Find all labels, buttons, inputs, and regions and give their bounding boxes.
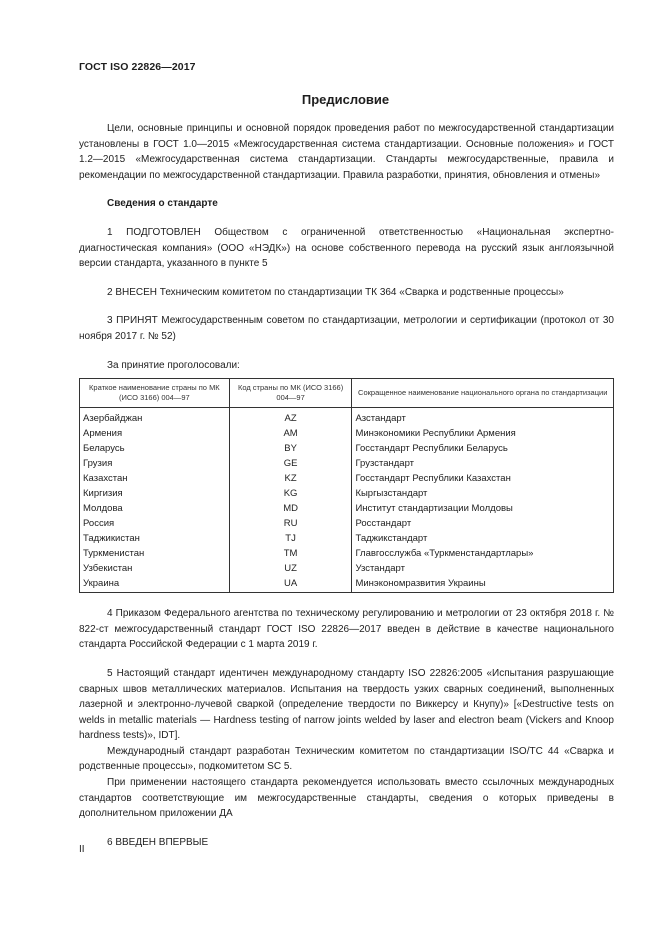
body-cell: Минэкономразвития Украины	[352, 576, 614, 593]
voted-label: За принятие проголосовали:	[107, 359, 240, 371]
country-cell: Узбекистан	[80, 561, 230, 576]
table-row	[80, 426, 614, 441]
header-code: Код страны по МК (ИСО 3166) 004—97	[229, 379, 352, 408]
table-row	[80, 576, 614, 593]
country-cell: Таджикистан	[80, 531, 230, 546]
code-cell: KG	[229, 486, 352, 501]
body-cell: Кыргызстандарт	[352, 486, 614, 501]
country-cell: Грузия	[80, 456, 230, 471]
table-row	[80, 516, 614, 531]
code-cell: KZ	[229, 471, 352, 486]
item-3: 3 ПРИНЯТ Межгосударственным советом по стандартизации, метрологии и сертификации (протокол от 30 ноября 2017 г. № 52)	[79, 315, 614, 342]
table-row	[80, 501, 614, 516]
body-cell: Таджикстандарт	[352, 531, 614, 546]
code-cell: AM	[229, 426, 352, 441]
code-cell: AZ	[229, 408, 352, 427]
table-row	[80, 408, 614, 427]
code-cell: GE	[229, 456, 352, 471]
table-header-row	[80, 379, 614, 408]
country-cell: Россия	[80, 516, 230, 531]
item-6: 6 ВВЕДЕН ВПЕРВЫЕ	[107, 836, 209, 848]
intro-paragraph: Цели, основные принципы и основной порядок проведения работ по межгосударственной стандартизации установлены в ГОСТ 1.0—2015 «Межгосударственная система стандартизации. Основные положения» и ГОСТ 1.2—2015 «Межгосударственная система стандартизации. Стандарты межгосударственные, правила и рекомендации по межгосударственной стандартизации. Правила разработки, принятия, обновления и отмены»	[79, 123, 614, 181]
code-cell: TJ	[229, 531, 352, 546]
item-5-paragraph-2: Международный стандарт разработан Техническим комитетом по стандартизации ISO/TC 44 «Сварка и родственные процессы», подкомитетом SC 5.	[79, 745, 614, 773]
code-cell: UZ	[229, 561, 352, 576]
table-row	[80, 561, 614, 576]
page-title: Предисловие	[301, 92, 390, 107]
code-cell: BY	[229, 441, 352, 456]
table-row	[80, 456, 614, 471]
code-cell: UA	[229, 576, 352, 593]
body-cell: Минэкономики Республики Армения	[352, 426, 614, 441]
item-5-paragraph-3: При применении настоящего стандарта рекомендуется использовать вместо ссылочных международных стандартов соответствующие им межгосударственные стандарты, сведения о которых приведены в дополнительном приложении ДА	[79, 777, 614, 820]
header-body: Сокращенное наименование национального органа по стандартизации	[352, 379, 614, 408]
table-body	[80, 408, 614, 593]
country-cell: Туркменистан	[80, 546, 230, 561]
table-row	[80, 486, 614, 501]
body-cell: Грузстандарт	[352, 456, 614, 471]
header-country: Краткое наименование страны по МК (ИСО 3166) 004—97	[80, 379, 230, 408]
country-cell: Киргизия	[80, 486, 230, 501]
country-cell: Беларусь	[80, 441, 230, 456]
body-cell: Институт стандартизации Молдовы	[352, 501, 614, 516]
table-row	[80, 546, 614, 561]
body-cell: Росстандарт	[352, 516, 614, 531]
table-row	[80, 531, 614, 546]
code-cell: RU	[229, 516, 352, 531]
item-5-paragraph-1: 5 Настоящий стандарт идентичен международному стандарту ISO 22826:2005 «Испытания разрушающие сварных швов металлических материалов. Испытания на твердость узких сварных соединений, выполненных лазерной и электронно-лучевой сваркой (определение твердости по Виккерсу и Кнупу)» [«Destructive tests on welds in metallic materials — Hardness testing of narrow joints welded by laser and electron beam (Vickers and Knoop hardness tests)», IDT].	[79, 667, 614, 742]
member-states-table	[79, 378, 614, 593]
item-2: 2 ВНЕСЕН Техническим комитетом по стандартизации ТК 364 «Сварка и родственные процессы»	[107, 286, 564, 298]
code-cell: MD	[229, 501, 352, 516]
info-heading: Сведения о стандарте	[107, 198, 218, 210]
item-4: 4 Приказом Федерального агентства по техническому регулированию и метрологии от 23 октября 2018 г. № 822-ст межгосударственный стандарт ГОСТ ISO 22826—2017 введен в действие в качестве национального стандарта Российской Федерации с 1 марта 2019 г.	[79, 608, 614, 651]
page-number: II	[79, 844, 85, 855]
country-cell: Молдова	[80, 501, 230, 516]
item-1: 1 ПОДГОТОВЛЕН Обществом с ограниченной ответственностью «Национальная экспертно-диагностическая компания» (ООО «НЭДК») на основе собственного перевода на русский язык англоязычной версии стандарта, указанного в пункте 5	[79, 226, 614, 270]
body-cell: Главгосслужба «Туркменстандартлары»	[352, 546, 614, 561]
page-content	[79, 121, 614, 850]
doc-code: ГОСТ ISO 22826—2017	[79, 61, 196, 73]
country-cell: Армения	[80, 426, 230, 441]
table-row	[80, 441, 614, 456]
body-cell: Госстандарт Республики Беларусь	[352, 441, 614, 456]
body-cell: Азстандарт	[352, 408, 614, 427]
table-row	[80, 471, 614, 486]
country-cell: Азербайджан	[80, 408, 230, 427]
country-cell: Казахстан	[80, 471, 230, 486]
country-cell: Украина	[80, 576, 230, 593]
code-cell: TM	[229, 546, 352, 561]
body-cell: Госстандарт Республики Казахстан	[352, 471, 614, 486]
body-cell: Узстандарт	[352, 561, 614, 576]
